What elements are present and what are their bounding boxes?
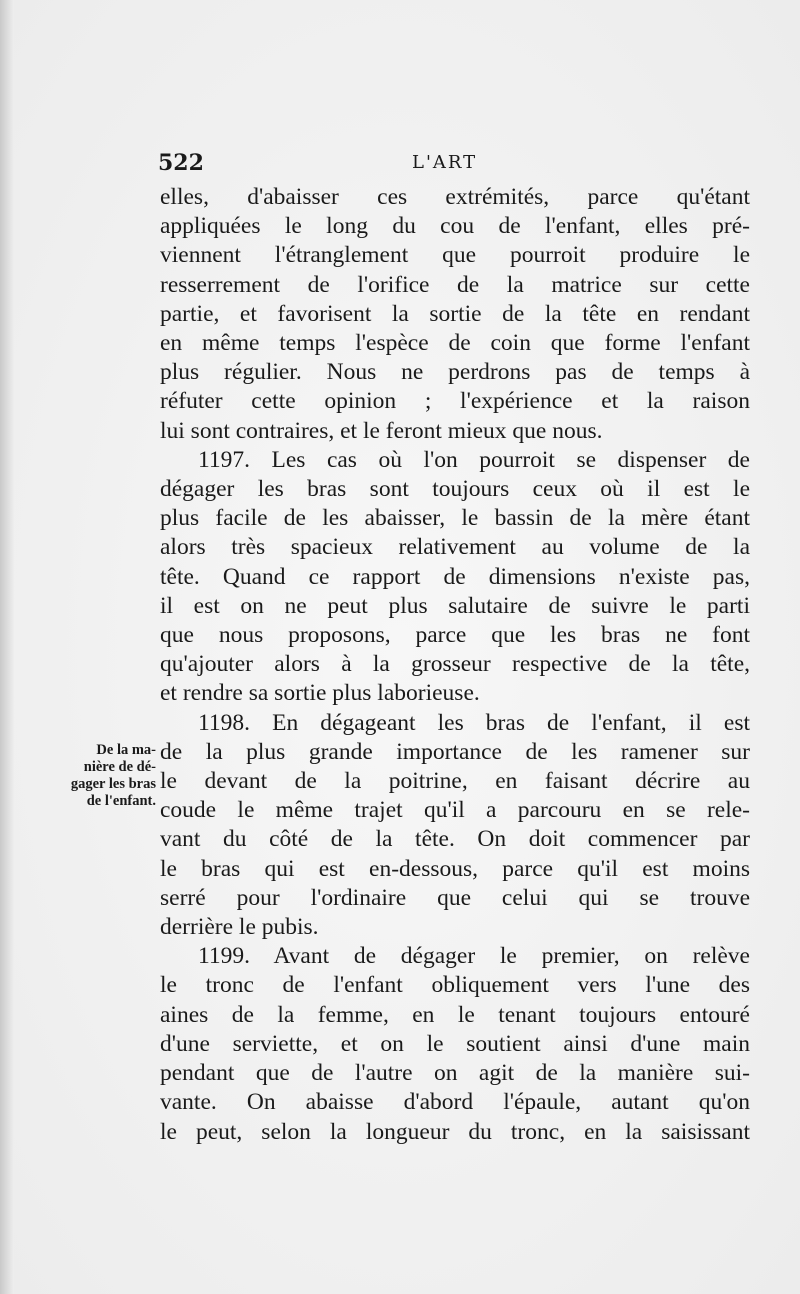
text-line: serré pour l'ordinaire que celui qui se trouve <box>160 884 750 911</box>
text-line: aines de la femme, en le tenant toujours entouré <box>160 1001 750 1028</box>
page-edge-shadow <box>0 0 14 1294</box>
text-line: plus régulier. Nous ne perdrons pas de temps à <box>160 359 750 386</box>
text-line: elles, d'abaisser ces extrémités, parce qu'étant <box>160 184 750 210</box>
text-line: alors très spacieux relativement au volume de la <box>160 534 750 561</box>
text-line: le tronc de l'enfant obliquement vers l'une des <box>160 972 750 999</box>
margin-note <box>46 742 156 810</box>
text-line: le devant de la poitrine, en faisant décrire au <box>160 768 750 795</box>
text-line: tête. Quand ce rapport de dimensions n'existe pas, <box>160 563 750 590</box>
paragraph-1197-start: 1197. Les cas où l'on pourroit se dispenser de <box>198 446 750 473</box>
text-line: de la plus grande importance de les ramener sur <box>160 738 750 765</box>
running-head: L'ART <box>412 152 478 173</box>
text-line: d'une serviette, et on le soutient ainsi d'une main <box>160 1030 750 1057</box>
paragraph-1199-start: 1199. Avant de dégager le premier, on relève <box>198 943 750 970</box>
text-line: viennent l'étranglement que pourroit produire le <box>160 242 750 269</box>
text-line: et rendre sa sortie plus laborieuse. <box>160 680 480 707</box>
margin-note-line: nière de dé- <box>83 759 156 775</box>
paragraph-1198-start: 1198. En dégageant les bras de l'enfant, il est <box>198 709 750 736</box>
text-line: en même temps l'espèce de coin que forme l'enfant <box>160 330 750 357</box>
text-line: partie, et favorisent la sortie de la tête en rendant <box>160 300 750 327</box>
text-line: vant du côté de la tête. On doit commencer par <box>160 826 750 853</box>
text-line: le bras qui est en-dessous, parce qu'il est moins <box>160 855 750 882</box>
margin-note-line: De la ma- <box>96 742 156 758</box>
text-line: coude le même trajet qu'il a parcouru en se rele- <box>160 797 750 824</box>
body-text <box>160 183 750 1147</box>
text-line: réfuter cette opinion ; l'expérience et la raison <box>160 388 750 415</box>
text-line: resserrement de l'orifice de la matrice sur cette <box>160 271 750 298</box>
text-line: derrière le pubis. <box>160 914 319 941</box>
text-line: appliquées le long du cou de l'enfant, elles pré- <box>160 213 750 240</box>
text-line: dégager les bras sont toujours ceux où il est le <box>160 476 750 503</box>
text-line: vante. On abaisse d'abord l'épaule, autant qu'on <box>160 1089 750 1116</box>
text-line: pendant que de l'autre on agit de la manière sui- <box>160 1060 750 1087</box>
text-line: qu'ajouter alors à la grosseur respective de la tête, <box>160 651 750 678</box>
text-line: le peut, selon la longueur du tronc, en la saisissant <box>160 1118 750 1145</box>
text-line: que nous proposons, parce que les bras ne font <box>160 622 750 649</box>
text-line: plus facile de les abaisser, le bassin de la mère étant <box>160 505 750 532</box>
margin-note-line: gager les bras <box>70 776 156 792</box>
page-number: 522 <box>158 150 204 176</box>
text-line: lui sont contraires, et le feront mieux que nous. <box>160 417 603 444</box>
page-header <box>150 146 750 182</box>
text-line: il est on ne peut plus salutaire de suivre le parti <box>160 592 750 619</box>
margin-note-line: de l'enfant. <box>86 793 156 809</box>
